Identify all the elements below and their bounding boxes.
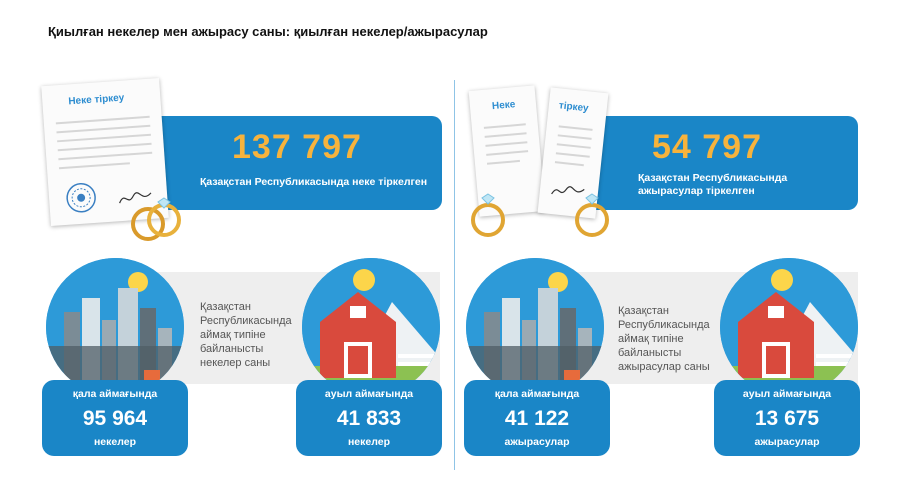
marriage-total-box <box>150 116 442 210</box>
marriage-city-unit: некелер <box>93 436 137 448</box>
divorce-city-unit: ажырасулар <box>504 436 570 448</box>
divorce-total-value: 54 797 <box>652 128 762 166</box>
farm-icon <box>302 258 440 396</box>
divorce-rural-label: ауыл аймағында <box>742 388 832 400</box>
marriage-region-text: Қазақстан Республикасында аймақ типіне байланысты некелер саны <box>200 301 292 369</box>
marriage-rural-unit: некелер <box>347 436 391 448</box>
ring-right-icon <box>570 188 614 240</box>
divorce-paper-label-b: тіркеу <box>558 100 590 115</box>
rings-icon <box>126 190 186 246</box>
farm-icon <box>720 258 858 396</box>
divorce-city-value: 41 122 <box>504 407 570 430</box>
marriage-paper-label: Неке тіркеу <box>68 92 125 108</box>
marriage-city-value: 95 964 <box>82 407 148 430</box>
page-title: Қиылған некелер мен ажырасу саны: қиылған некелер/ажырасулар <box>48 24 488 39</box>
divorce-rural-unit: ажырасулар <box>754 436 820 448</box>
city-icon <box>46 258 184 396</box>
divorce-rural-box <box>714 380 860 456</box>
divorce-region-text: Қазақстан Республикасында аймақ типіне байланысты ажырасулар саны <box>618 305 710 373</box>
divorce-total-desc: Қазақстан Республикасында ажырасулар тіркелген <box>638 172 788 197</box>
marriage-rural-label: ауыл аймағында <box>324 388 414 400</box>
ring-left-icon <box>466 186 510 240</box>
section-divider <box>454 80 455 470</box>
marriage-city-label: қала аймағында <box>72 388 158 400</box>
marriage-city-box <box>42 380 188 456</box>
marriage-rural-value: 41 833 <box>336 407 402 430</box>
marriage-total-desc: Қазақстан Республикасында неке тіркелген <box>200 176 428 188</box>
divorce-paper-label-a: Неке <box>491 99 516 113</box>
marriage-rural-box <box>296 380 442 456</box>
city-icon <box>466 258 604 396</box>
stamp-icon <box>64 181 98 215</box>
divorce-city-box <box>464 380 610 456</box>
divorce-city-label: қала аймағында <box>494 388 580 400</box>
divorce-rural-value: 13 675 <box>754 407 820 430</box>
marriage-total-value: 137 797 <box>232 128 362 166</box>
